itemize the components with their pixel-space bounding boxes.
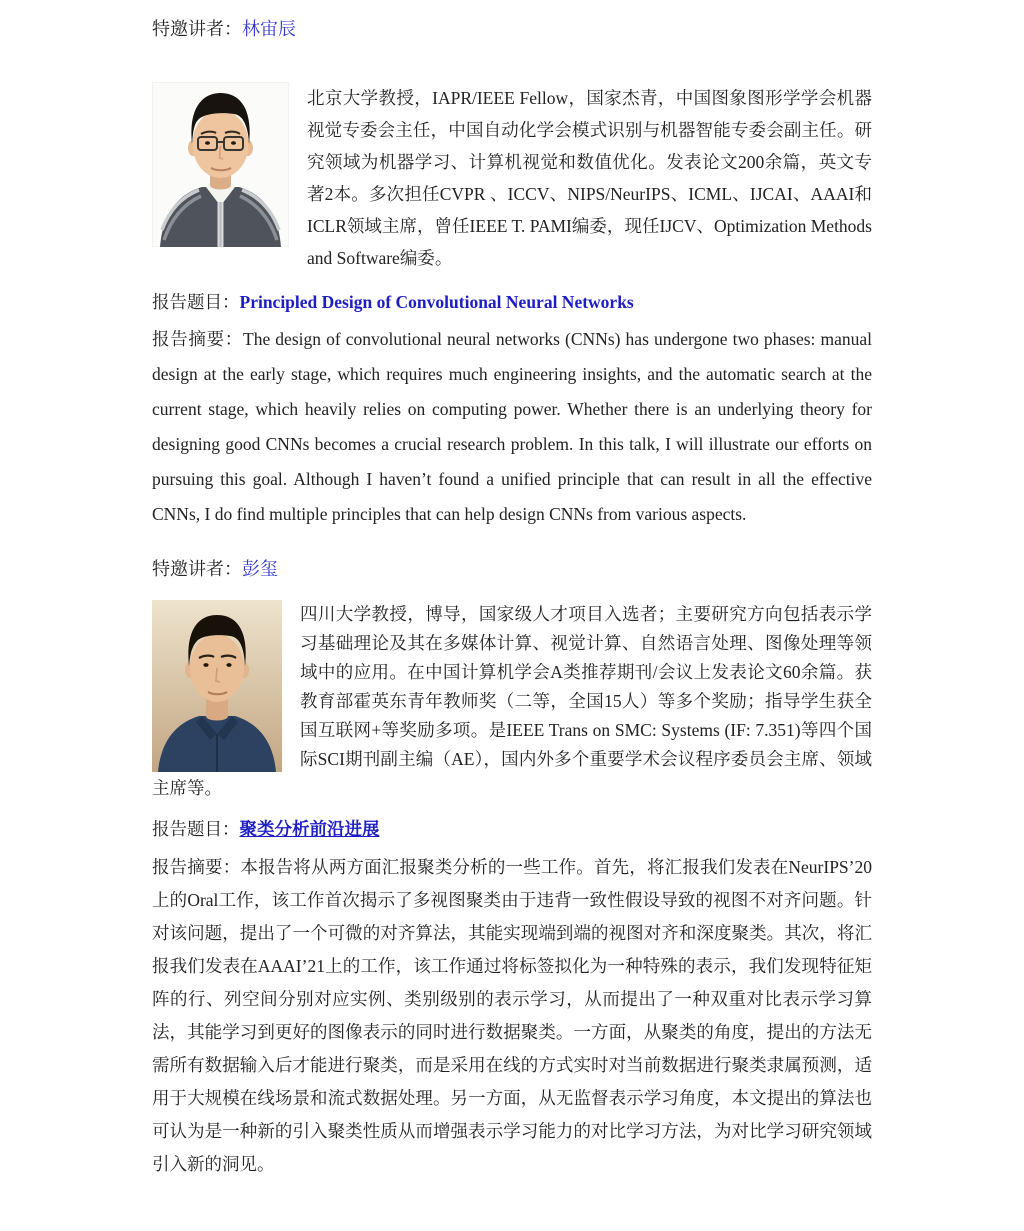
speaker-label: 特邀讲者： (152, 559, 242, 579)
speaker1-header (152, 18, 872, 40)
talk-title-label: 报告题目： (152, 292, 240, 312)
portrait-man-navy-shirt-icon (152, 600, 282, 772)
speaker1-talk-title[interactable]: Principled Design of Convolutional Neural Networks (239, 292, 634, 312)
abstract-label: 报告摘要： (152, 857, 241, 877)
portrait-man-glasses-icon (152, 82, 289, 247)
talk-title-label: 报告题目： (152, 819, 240, 839)
speaker2-abstract (152, 851, 872, 1181)
speaker-section-2 (152, 558, 872, 1181)
speaker2-talk-title[interactable]: 聚类分析前沿进展 (239, 819, 380, 839)
speaker2-bio: 四川大学教授，博导，国家级人才项目入选者；主要研究方向包括表示学习基础理论及其在多媒体计算、视觉计算、自然语言处理、图像处理等领域中的应用。在中国计算机学会A类推荐期刊/会议上发表论文60余篇。获教育部霍英东青年教师奖（二等，全国15人）等多个奖励；指导学生获全国互联网+等奖励多项。是IEEE Trans on SMC: Systems (IF: 7.351)等四个国际SCI期刊副主编（AE），国内外多个重要学术会议程序委员会主席、领域主席等。 (152, 604, 872, 798)
speaker2-header (152, 558, 872, 580)
speaker2-name-link[interactable]: 彭玺 (242, 559, 278, 579)
abstract-text: The design of convolutional neural networks (CNNs) has undergone two phases: manual design at the early stage, which requires much engineering insights, and the automatic search at the current stage, which heavily relies on computing power. Whether there is an underlying theory for designing good CNNs becomes a crucial research problem. In this talk, I will illustrate our efforts on pursuing this goal. Although I haven’t found a unified principle that can result in all the effective CNNs, I do find multiple principles that can help design CNNs from various aspects. (152, 329, 873, 524)
speaker2-title-row (152, 817, 872, 841)
speaker2-photo (152, 600, 282, 772)
speaker1-photo (152, 82, 289, 247)
speaker2-profile-row (152, 600, 872, 803)
speaker1-bio: 北京大学教授，IAPR/IEEE Fellow，国家杰青，中国图象图形学学会机器视觉专委会主任，中国自动化学会模式识别与机器智能专委会副主任。研究领域为机器学习、计算机视觉和数值优化。发表论文200余篇，英文专著2本。多次担任CVPR 、ICCV、NIPS/NeurIPS、ICML、IJCAI、AAAI和ICLR领域主席，曾任IEEE T. PAMI编委，现任IJCV、Optimization Methods and Software编委。 (307, 88, 872, 268)
speaker1-title-row (152, 290, 872, 314)
speaker-label: 特邀讲者： (152, 19, 242, 39)
speaker-section-1 (152, 18, 872, 532)
speaker1-abstract (152, 322, 872, 532)
abstract-label: 报告摘要： (152, 329, 244, 349)
speaker1-profile-row (152, 82, 872, 274)
abstract-text: 本报告将从两方面汇报聚类分析的一些工作。首先，将汇报我们发表在NeurIPS’20上的Oral工作，该工作首次揭示了多视图聚类由于违背一致性假设导致的视图不对齐问题。针对该问题，提出了一个可微的对齐算法，其能实现端到端的视图对齐和深度聚类。其次，将汇报我们发表在AAAI’21上的工作，该工作通过将标签拟化为一种特殊的表示，我们发现特征矩阵的行、列空间分别对应实例、类别级别的表示学习，从而提出了一种双重对比表示学习算法，其能学习到更好的图像表示的同时进行数据聚类。一方面，从聚类的角度，提出的方法无需所有数据输入后才能进行聚类，而是采用在线的方式实时对当前数据进行聚类隶属预测，适用于大规模在线场景和流式数据处理。另一方面，从无监督表示学习角度，本文提出的算法也可认为是一种新的引入聚类性质从而增强表示学习能力的对比学习方法，为对比学习研究领域引入新的洞见。 (152, 857, 872, 1174)
speaker1-name-link[interactable]: 林宙辰 (242, 19, 296, 39)
